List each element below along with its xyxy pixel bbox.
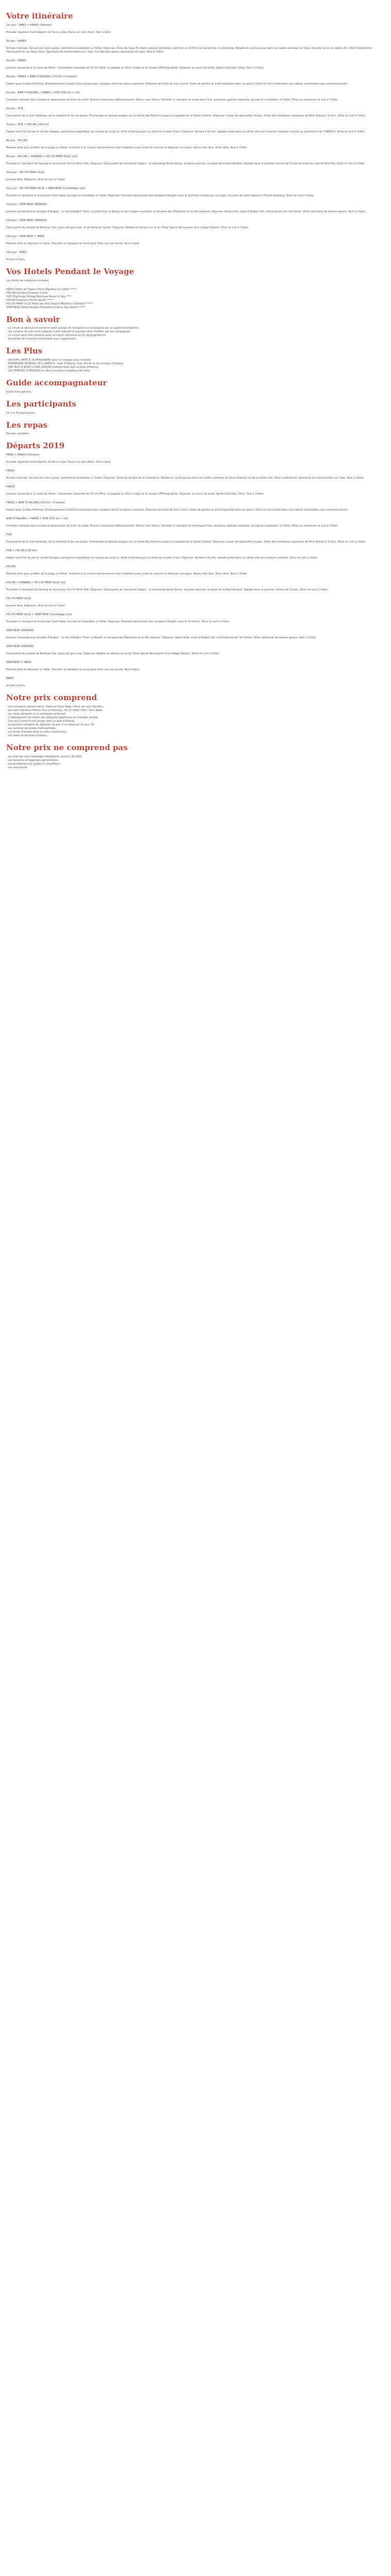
list-item: - Les boissons et dépenses personnelles. (6, 758, 59, 762)
day-title: 7e jour : HUÉ > HOI AN (130 km) (6, 123, 49, 126)
day-description: Découverte de la cité impériale, de la citadelle et de ses palais. Promenade en bateau-dragon sur la rivière des Parfums jusqu'à la pagode de la Dame Céleste. Déjeuner à base de spécialités locales. Visite des tombeaux impériaux de Minh Mang et Tu Duc. Dîner et nuit à l'hôtel. (6, 540, 366, 544)
day-title: SIEM REAP (ANGKOR) (6, 629, 34, 632)
list-item: - Les vols intérieurs Hanoi / Hué et Danang / Ho Chi Minh Ville / Siem Reap. (6, 708, 103, 712)
day-description: Arrivée à Paris. (6, 684, 26, 687)
day-title: 13e jour : SIEM REAP (ANGKOR) (6, 218, 47, 222)
list-item: - Une nuit à bord d'une jonque dans la baie d'Halong. (6, 719, 75, 723)
day-description: Transfert à l'aéroport de Danang et envol pour Ho Chi Minh Ville. Déjeuner. Découverte de l'ancienne Saigon : la cathédrale Notre-Dame, la poste centrale, le palais de la Réunification. Balade dans le quartier chinois de Cholon et visite du marché Binh Tay. Dîner et nuit à l'hôtel. (6, 162, 365, 165)
bullet-list (6, 359, 376, 373)
day-title: SIEM REAP (ANGKOR) (6, 645, 34, 648)
day-description: Découverte du temple de Banteay Srei, joyau de grès rose. Déjeuner. Balade en bateau sur le lac Tonlé Sap et découverte d'un village flottant. Dîner et nuit à l'hôtel. (6, 652, 220, 655)
list-item: - Les transports aériens Paris / Hanoi et Siem Reap / Paris sur vols réguliers. (6, 705, 104, 708)
day-description: Journée consacrée aux temples d'Angkor : la cité d'Angkor Thom, le Bayon, la terrasse des Éléphants et du Roi Lépreux. Déjeuner. Après-midi, visite d'Angkor Vat, chef-d'œuvre de l'art khmer. Dîner spectacle de danses apsara. Nuit à l'hôtel. (6, 636, 317, 639)
day-description: Départ vers Hoi An par le col des Nuages, panorama magnifique sur la baie de Lang Co. Arrêt à Danang pour la visite du musée Cham. Déjeuner. Arrivée à Hoi An, balade à pied dans la vieille ville aux maisons colorées, inscrite au patrimoine de l'UNESCO. Dîner et nuit à l'hôtel. (6, 130, 365, 133)
day-description: Départ pour la baie d'Halong. Embarquement à bord d'une jonque pour naviguer entre les pitons calcaires. Déjeuner de fruits de mer à bord. Visite de grottes et arrêt baignade selon la saison. Dîner et nuit à bord dans une cabine confortable avec sanitaires privés. (6, 82, 348, 86)
day-description: De 2 à 20 participants. (6, 411, 36, 415)
day-description: Envolée régulière multi-départs de Paris à pour Hanoi sur vols direct. Nuit à bord. (6, 30, 111, 34)
list-item: - Les taxes et services hôteliers. (6, 734, 48, 737)
day-description: Arrivée matinale. Accueil par votre guide, transfert et installation à l'hôtel. Déjeuner. Visite de Quan Tu Giam, temple confucéen construit en 1070 et du temple de la Littérature. Balade en cyclo-pousse dans les ruelles animées du Vieux Quartier et de la vieille ville. Dîner traditionnel. Découverte du lac Hoan Kiem. Spectacle de marionnettes sur l'eau, l'un des plus beaux spectacles du pays. Nuit à l'hôtel. (6, 46, 373, 54)
day-title: 15e jour : PARIS (6, 250, 27, 254)
list-item: - Le circuit se déroule en partie en petit groupe de voyageurs accompagnés par un guide francophone. (6, 327, 140, 330)
day-description: Journée consacrée à la visite de Hanoi : l'ensemble mausolée de Hô Chi Minh, la pagode au Pilier unique et le musée d'Ethnographie. Déjeuner au cours de visite. Après-midi libre. Dîner. Nuit à l'hôtel. (6, 66, 264, 70)
section-les-participants (6, 399, 376, 415)
day-description: Départ vers Hoi An par le col des Nuages, panorama magnifique sur la baie de Lang Co. Arrêt à Danang pour la visite du musée Cham. Déjeuner. Arrivée à Hoi An, balade à pied dans la vieille ville aux maisons colorées. Dîner et nuit à l'hôtel. (6, 556, 318, 560)
section-les-repas (6, 420, 376, 436)
section-bon-a-savoir (6, 315, 376, 342)
section-vos-hotels-pendant-le-voyage (6, 267, 376, 310)
day-title: BAIE D'HALONG > HANOI > HUÉ (535 km + vol) (6, 517, 69, 520)
day-title: HUÉ (6, 533, 12, 536)
section-heading: Notre prix comprend (6, 693, 97, 702)
day-title: 12e jour : SIEM REAP (ANGKOR) (6, 202, 47, 206)
list-item: - LES TEMPLES D'ANGKOR sur deux journées complètes de visite. (6, 369, 91, 372)
day-description: Journée consacrée aux temples d'Angkor : la cité d'Angkor Thom, la porte Sud, le Bayon et ses visages souriants, la terrasse des Éléphants et du Roi Lépreux. Déjeuner. Après-midi, visite d'Angkor Vat, chef-d'œuvre de l'art khmer. Dîner spectacle de danses apsara. Nuit à l'hôtel. (6, 210, 366, 213)
day-title: 4e jour : HANOI > BAIE D'HALONG (170 km / 4 heures) (6, 75, 77, 78)
section-heading: Votre itinéraire (6, 11, 73, 21)
day-title: 3e jour : HANOI (6, 59, 26, 62)
day-description: (ou hôtels de catégorie similaire) (6, 279, 49, 282)
list-item: - Ce circuit peut être combiné avec un séjour balnéaire en fin de programme. (6, 334, 106, 337)
day-title: HANOI (6, 485, 15, 488)
day-title: 11e jour : HO CHI MINH VILLE > SIEM REAP (Cambodge) (vol) (6, 187, 86, 190)
bullet-list (6, 755, 376, 770)
day-title: 8e jour : HOI AN (6, 139, 27, 142)
day-description: Guide francophone. (6, 390, 32, 394)
section-heading: Bon à savoir (6, 314, 60, 324)
day-title: HANOI > BAIE D'HALONG (170 km / 4 heures) (6, 501, 66, 504)
list-item: HUÉ Pilgrimage Village Boutique Resort & Spa **** (6, 295, 72, 298)
list-item: - Possibilité de chambre individuelle avec supplément. (6, 337, 77, 341)
list-item: - Les taxes aéroport et la surcharge carburant. (6, 712, 67, 716)
list-item: - La pension complète du déjeuner du jour 2 au déjeuner du jour 14. (6, 723, 95, 726)
list-item: - Les droits d'entrée dans les sites mentionnés. (6, 730, 68, 734)
list-item: - GROUPE LIMITÉ À 20 PERSONNES pour un voyage plus convivial. (6, 359, 92, 362)
section-heading: Les Plus (6, 346, 43, 356)
day-description: Matinée libre et déjeuner à l'hôtel. Transfert à l'aéroport et envol pour Paris via une escale. Nuit à bord. (6, 242, 140, 245)
day-description: Croisière matinale dans la baie et observation du lever du soleil. Brunch à bord puis débarquement. Retour vers Hanoi. Transfert à l'aéroport et envol pour Hué, ancienne capitale impériale. Accueil et installation à l'hôtel. Dîner au restaurant et nuit à l'hôtel. (6, 524, 338, 528)
day-description: Envolée régulière multi-départs de Paris à pour Hanoi sur vols direct. Nuit à bord. (6, 461, 111, 464)
section-heading: Notre prix ne comprend pas (6, 742, 128, 752)
section-notre-prix-comprend (6, 693, 376, 738)
day-title: 1er jour : PARIS > HANOI (Vietnam) (6, 23, 52, 27)
list-item: - Les frais de visa Cambodge (obligatoire, environ 30 USD). (6, 755, 83, 758)
day-description: Transfert à l'aéroport de Danang et envol pour Ho Chi Minh Ville. Déjeuner. Découverte de l'ancienne Saigon : la cathédrale Notre-Dame, la poste centrale, le palais de la Réunification. Balade dans le quartier chinois de Cholon. Dîner et nuit à l'hôtel. (6, 588, 328, 591)
day-title: SIEM REAP > PARIS (6, 661, 31, 664)
list-item: - Les services de guides francophones. (6, 726, 57, 730)
day-description: Journée libre. Déjeuner, dîner et nuit à l'hôtel. (6, 178, 66, 181)
day-title: 14e jour : SIEM REAP > PARIS (6, 234, 44, 238)
section-heading: Vos Hotels Pendant le Voyage (6, 266, 134, 276)
day-description: Journée consacrée à la visite de Hanoi : l'ensemble mausolée de Hô Chi Minh, la pagode au Pilier unique et le musée d'Ethnographie. Déjeuner au cours de visite. Après-midi libre. Dîner. Nuit à l'hôtel. (6, 493, 264, 496)
list-item: HO CHI MINH VILLE Hôtel des Arts Saigon MGallery Collection ***** (6, 302, 93, 306)
day-description: Matinée libre pour profiter de la plage ou flâner. Initiation à la cuisine vietnamienne chez l'habitant avec visite du marché et déjeuner sur place. Après-midi libre. Dîner libre. Nuit à l'hôtel. (6, 146, 248, 149)
day-description: Découverte du temple de Banteay Srei, joyau de grès rose, et de Banteay Samré. Déjeuner. Balade en bateau sur le lac Tonlé Sap et découverte d'un village flottant. Dîner et nuit à l'hôtel. (6, 226, 249, 229)
section-guide-accompagnateur (6, 378, 376, 394)
section-votre-itineraire (6, 11, 376, 262)
day-title: 10e jour : HO CHI MINH VILLE (6, 171, 44, 174)
day-title: HUÉ > HOI AN (130 km) (6, 549, 38, 552)
day-description: Croisière matinale dans la baie et observation du lever du soleil. Brunch à bord puis débarquement. Retour vers Hanoi. Transfert à l'aéroport et envol pour Hué, ancienne capitale impériale. Accueil et installation à l'hôtel. Dîner au restaurant et nuit à l'hôtel. (6, 98, 338, 101)
bullet-list (6, 327, 376, 341)
day-description: Découverte de la cité impériale, de la citadelle et de ses palais. Promenade en bateau-dragon sur la rivière des Parfums jusqu'à la pagode de la Dame Céleste. Déjeuner à base de spécialités locales. Visite des tombeaux impériaux de Minh Mang et Tu Duc. Dîner et nuit à l'hôtel. (6, 114, 366, 117)
list-item: - PATRIMOINE MONDIAL DE L'UNESCO : baie d'Halong, Hué, Hoi An et les temples d'Angkor. (6, 362, 124, 365)
day-title: HOI AN > DANANG > HO CHI MINH VILLE (vol) (6, 581, 66, 584)
list-item: - Les assurances. (6, 766, 29, 769)
day-description: Arrivée à Paris. (6, 258, 26, 261)
day-description: Journée libre. Déjeuner, dîner et nuit à l'hôtel. (6, 604, 66, 607)
day-description: Transfert à l'aéroport et envol pour Siem Reap. Accueil et installation à l'hôtel. Déjeuner. Première découverte des temples d'Angkor avec le Ta Prohm envahi par la jungle. Coucher de soleil depuis le Phnom Bakheng. Dîner et nuit à l'hôtel. (6, 194, 315, 197)
day-title: 2e jour : HANOI (6, 39, 26, 43)
day-title: PARIS > HANOI (Vietnam) (6, 453, 40, 456)
day-title: PARIS (6, 677, 14, 680)
day-title: HANOI (6, 469, 15, 472)
section-heading: Départs 2019 (6, 441, 65, 451)
day-description: Matinée libre et déjeuner à l'hôtel. Transfert à l'aéroport et envol pour Paris via une escale. Nuit à bord. (6, 668, 140, 671)
section-les-plus (6, 346, 376, 373)
day-description: Matinée libre pour profiter de la plage ou flâner. Initiation à la cuisine vietnamienne chez l'habitant avec visite du marché et déjeuner sur place. Après-midi libre. Dîner libre. Nuit à l'hôtel. (6, 572, 248, 575)
day-title: 9e jour : HOI AN > DANANG > HO CHI MINH VILLE (vol) (6, 155, 77, 158)
list-item: - L'hébergement en hôtels de catégorie supérieure en chambre double. (6, 716, 99, 719)
list-item: - Les horaires de vols sont indiqués à titre indicatif et peuvent être modifiés par les compagnies. (6, 330, 131, 334)
bullet-list (6, 705, 376, 738)
list-item: - UNE NUIT À BORD D'UNE JONQUE traditionnelle dans la baie d'Halong. (6, 366, 99, 369)
day-title: HO CHI MINH VILLE (6, 597, 31, 600)
day-title: 6e jour : HUÉ (6, 107, 23, 110)
itinerary-page (0, 0, 391, 789)
day-description: Départ pour la baie d'Halong. Embarquement à bord d'une jonque pour naviguer entre les pitons calcaires. Déjeuner de fruits de mer à bord. Visite de grottes et arrêt baignade selon la saison. Dîner et nuit à bord dans une cabine confortable avec sanitaires privés. (6, 509, 348, 512)
section-departs-2019 (6, 441, 376, 688)
section-notre-prix-ne-comprend-pas (6, 743, 376, 770)
day-description: Pension complète. (6, 432, 30, 436)
section-heading: Guide accompagnateur (6, 378, 107, 387)
section-heading: Les participants (6, 399, 76, 409)
day-title: 5e jour : BAIE D'HALONG > HANOI > HUÉ (535 km + vol) (6, 91, 80, 94)
section-heading: Les repas (6, 420, 47, 430)
list-item: HANOI Hôtel de l'Opéra Hanoi Mgallery by Sofitel ***** (6, 287, 77, 291)
list-item: - Les pourboires aux guides et chauffeurs. (6, 762, 61, 766)
list-item: HOI AN Anantara Hoi An Resort ***** (6, 298, 54, 302)
day-title: HO CHI MINH VILLE > SIEM REAP (Cambodge) (vol) (6, 613, 72, 616)
bullet-list (6, 288, 376, 310)
day-description: Transfert à l'aéroport et envol pour Siem Reap. Accueil et installation à l'hôtel. Déjeuner. Première découverte des temples d'Angkor avec le Ta Prohm. Dîner et nuit à l'hôtel. (6, 620, 230, 623)
day-title: HOI AN (6, 565, 15, 568)
day-description: Arrivée matinale. Accueil par votre guide, transfert et installation à l'hôtel. Déjeuner. Visite du temple de la Littérature. Balade en cyclo-pousse dans les ruelles animées du Vieux Quartier et de la vieille ville. Dîner traditionnel. Spectacle de marionnettes sur l'eau. Nuit à l'hôtel. (6, 477, 364, 480)
list-item: SIEM REAP Sofitel Angkor Phokeethra Golf & Spa Resort ***** (6, 306, 86, 309)
list-item: HALONG Jonque Emperor Cruise (6, 291, 48, 295)
